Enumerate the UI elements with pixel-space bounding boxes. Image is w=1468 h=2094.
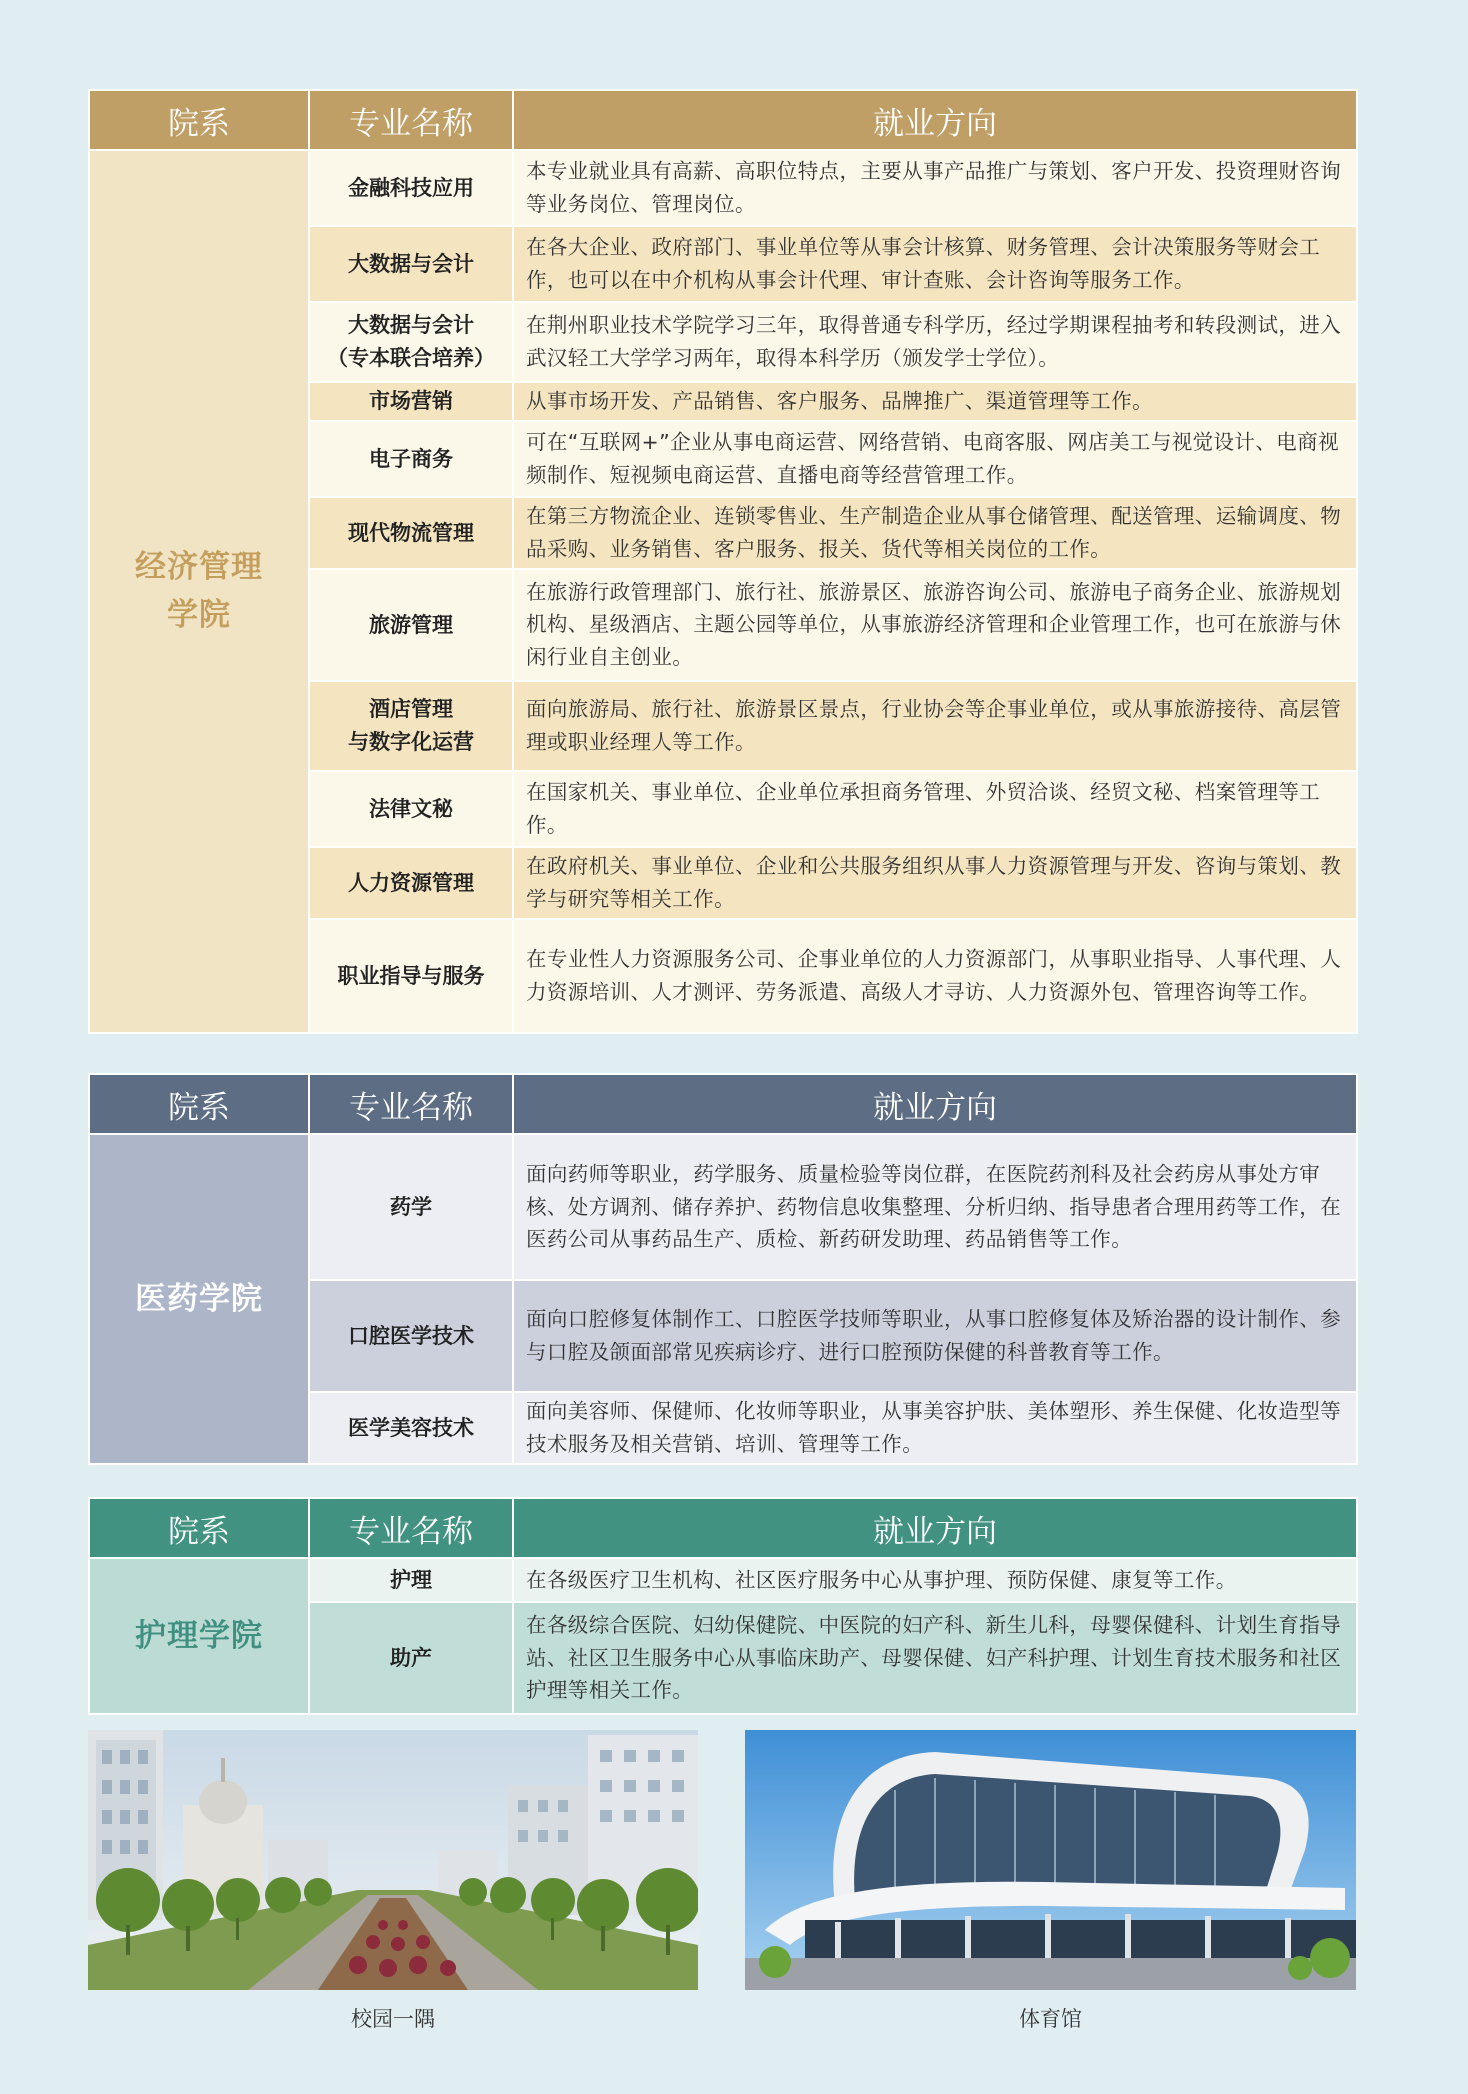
major-desc: 在政府机关、事业单位、企业和公共服务组织从事人力资源管理与开发、咨询与策划、教学与研究等相关工作。 (513, 847, 1357, 919)
major-desc: 在各级综合医院、妇幼保健院、中医院的妇产科、新生儿科，母婴保健科、计划生育指导站、社区卫生服务中心从事临床助产、母婴保健、妇产科护理、计划生育技术服务和社区护理等相关工作。 (513, 1602, 1357, 1714)
major-name: 市场营销 (309, 382, 513, 421)
major-desc: 可在“互联网+”企业从事电商运营、网络营销、电商客服、网店美工与视觉设计、电商视频制作、短视频电商运营、直播电商等经营管理工作。 (513, 421, 1357, 497)
major-name: 大数据与会计 （专本联合培养） (309, 302, 513, 382)
header-major: 专业名称 (309, 1074, 513, 1134)
major-name: 口腔医学技术 (309, 1280, 513, 1392)
major-name: 职业指导与服务 (309, 919, 513, 1033)
major-desc: 在旅游行政管理部门、旅行社、旅游景区、旅游咨询公司、旅游电子商务企业、旅游规划机构、星级酒店、主题公园等单位，从事旅游经济管理和企业管理工作，也可在旅游与休闲行业自主创业。 (513, 569, 1357, 681)
major-name: 旅游管理 (309, 569, 513, 681)
major-name: 电子商务 (309, 421, 513, 497)
header-dept: 院系 (89, 1074, 309, 1134)
major-desc: 在第三方物流企业、连锁零售业、生产制造企业从事仓储管理、配送管理、运输调度、物品采购、业务销售、客户服务、报关、货代等相关岗位的工作。 (513, 497, 1357, 569)
major-desc: 面向美容师、保健师、化妆师等职业，从事美容护肤、美体塑形、养生保健、化妆造型等技术服务及相关营销、培训、管理等工作。 (513, 1392, 1357, 1464)
header-dept: 院系 (89, 90, 309, 150)
header-major: 专业名称 (309, 90, 513, 150)
major-desc: 本专业就业具有高薪、高职位特点，主要从事产品推广与策划、客户开发、投资理财咨询等业务岗位、管理岗位。 (513, 150, 1357, 226)
nursing-table (88, 1497, 1358, 1715)
dept-name: 护理学院 (89, 1558, 309, 1714)
major-name: 护理 (309, 1558, 513, 1602)
major-name: 药学 (309, 1134, 513, 1280)
major-desc: 在专业性人力资源服务公司、企事业单位的人力资源部门，从事职业指导、人事代理、人力资源培训、人才测评、劳务派遣、高级人才寻访、人力资源外包、管理咨询等工作。 (513, 919, 1357, 1033)
major-name: 金融科技应用 (309, 150, 513, 226)
major-desc: 面向旅游局、旅行社、旅游景区景点，行业协会等企事业单位，或从事旅游接待、高层管理或职业经理人等工作。 (513, 681, 1357, 771)
major-name: 酒店管理 与数字化运营 (309, 681, 513, 771)
major-name: 助产 (309, 1602, 513, 1714)
major-name: 现代物流管理 (309, 497, 513, 569)
gymnasium-photo-caption: 体育馆 (1019, 2007, 1082, 2031)
major-desc: 在各大企业、政府部门、事业单位等从事会计核算、财务管理、会计决策服务等财会工作，也可以在中介机构从事会计代理、审计查账、会计咨询等服务工作。 (513, 226, 1357, 302)
major-desc: 面向口腔修复体制作工、口腔医学技师等职业，从事口腔修复体及矫治器的设计制作、参与口腔及颌面部常见疾病诊疗、进行口腔预防保健的科普教育等工作。 (513, 1280, 1357, 1392)
header-dept: 院系 (89, 1498, 309, 1558)
header-direction: 就业方向 (513, 1074, 1357, 1134)
major-desc: 从事市场开发、产品销售、客户服务、品牌推广、渠道管理等工作。 (513, 382, 1357, 421)
medicine-table (88, 1073, 1358, 1465)
major-desc: 在荆州职业技术学院学习三年，取得普通专科学历，经过学期课程抽考和转段测试，进入武汉轻工大学学习两年，取得本科学历（颁发学士学位）。 (513, 302, 1357, 382)
major-name: 人力资源管理 (309, 847, 513, 919)
major-name: 法律文秘 (309, 771, 513, 847)
major-name: 医学美容技术 (309, 1392, 513, 1464)
header-direction: 就业方向 (513, 90, 1357, 150)
major-name: 大数据与会计 (309, 226, 513, 302)
major-desc: 在国家机关、事业单位、企业单位承担商务管理、外贸洽谈、经贸文秘、档案管理等工作。 (513, 771, 1357, 847)
campus-photo-caption: 校园一隅 (351, 2007, 435, 2031)
major-desc: 面向药师等职业，药学服务、质量检验等岗位群，在医院药剂科及社会药房从事处方审核、处方调剂、储存养护、药物信息收集整理、分析归纳、指导患者合理用药等工作，在医药公司从事药品生产、质检、新药研发助理、药品销售等工作。 (513, 1134, 1357, 1280)
campus-photo (88, 1730, 698, 1990)
major-desc: 在各级医疗卫生机构、社区医疗服务中心从事护理、预防保健、康复等工作。 (513, 1558, 1357, 1602)
header-direction: 就业方向 (513, 1498, 1357, 1558)
gymnasium-photo (745, 1730, 1356, 1990)
dept-name: 经济管理 学院 (89, 150, 309, 1033)
header-major: 专业名称 (309, 1498, 513, 1558)
economics-management-table (88, 89, 1358, 1034)
dept-name: 医药学院 (89, 1134, 309, 1464)
